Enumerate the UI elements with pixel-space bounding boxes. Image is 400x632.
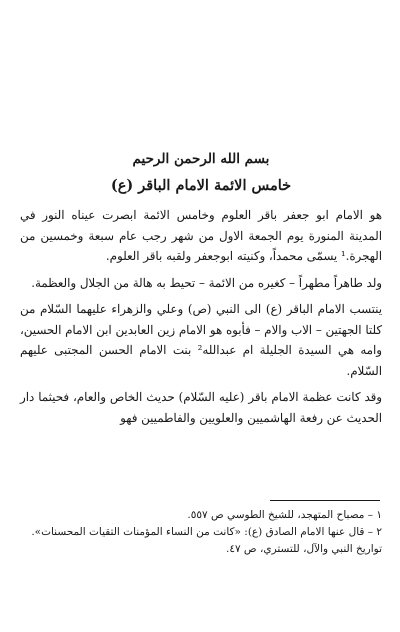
footnote-separator bbox=[270, 500, 380, 501]
footnote: تواريخ النبي والآل، للتستري، ص ٤٧. bbox=[225, 543, 382, 555]
footnote: ١ – مصباح المتهجد، للشيخ الطوسي ص ٥٥٧. bbox=[187, 509, 382, 521]
footnotes bbox=[20, 507, 382, 558]
bismillah-heading: بسم الله الرحمن الرحيم bbox=[132, 151, 270, 167]
page-content bbox=[20, 150, 382, 434]
footnote: ٢ – قال عنها الامام الصادق (ع): «كانت من النساء المؤمنات التقيات المحسنات». bbox=[31, 526, 382, 538]
paragraph: وقد كانت عظمة الامام باقر (عليه السّلام) حديث الخاص والعام، فحيثما دار الحديث عن رفعة الهاشميين والعلويين والفاطميين فهو bbox=[20, 390, 382, 425]
paragraph: هو الامام ابو جعفر باقر العلوم وخامس الائمة ابصرت عيناه النور في المدينة المنورة يوم الجمعة الاول من شهر رجب عام سبعة وخمسين من الهجرة.¹ يسمّى محمداً، وكنيته ابوجعفر ولقبه باقر العلوم. bbox=[20, 208, 382, 263]
chapter-title: خامس الائمة الامام الباقر (ع) bbox=[110, 177, 292, 194]
paragraph: ولد طاهراً مطهراً – كغيره من الائمة – تحيط به هالة من الجلال والعظمة. bbox=[31, 275, 382, 290]
paragraph: ينتسب الامام الباقر (ع) الى النبي (ص) وعلي والزهراء عليهما السّلام من كلتا الجهتين – الاب والام – فأبوه هو الامام زين العابدين ابن الامام الحسين، وامه هي السيدة الجليلة ام عبدالله² بنت الامام الحسن المجتبى عليهم السّلام. bbox=[20, 302, 382, 378]
body-text bbox=[20, 205, 382, 428]
